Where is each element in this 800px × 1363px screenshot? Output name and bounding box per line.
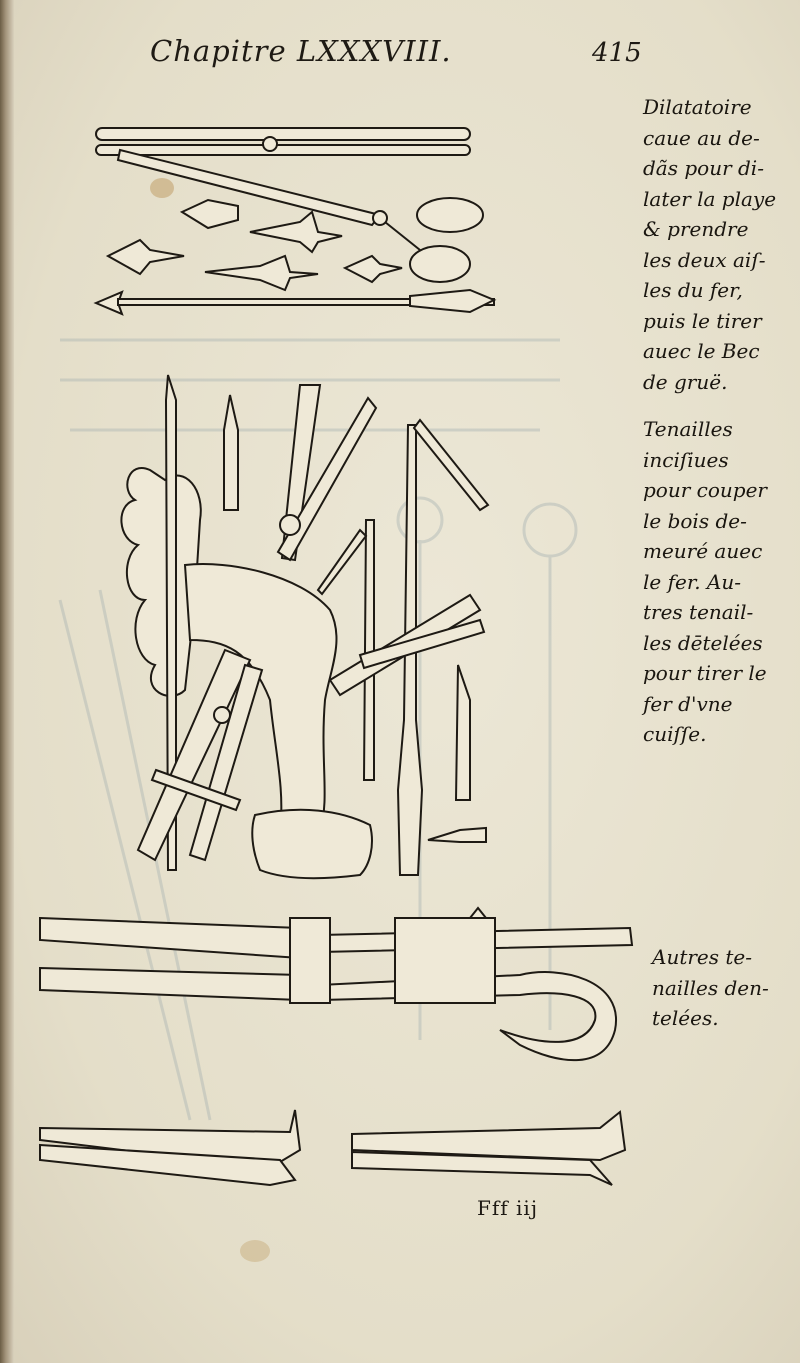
page-number: 415 bbox=[592, 38, 642, 68]
caption-line: pour tirer le bbox=[643, 661, 767, 685]
caption-line: le fer. Au- bbox=[643, 569, 741, 594]
caption-line: & prendre bbox=[643, 217, 749, 241]
caption-line: Autres te- bbox=[652, 945, 753, 969]
caption-line: les deux aiſ- bbox=[643, 247, 766, 272]
caption-line: le bois de- bbox=[643, 508, 747, 533]
caption-dilatatoire bbox=[643, 92, 793, 397]
caption-line: tres tenail- bbox=[643, 600, 754, 624]
caption-line: later la playe bbox=[643, 186, 777, 211]
caption-line: cuiſſe. bbox=[643, 722, 707, 746]
caption-line: caue au de- bbox=[643, 125, 760, 150]
caption-autres-tenailles bbox=[652, 942, 800, 1034]
caption-line: pour couper bbox=[643, 478, 767, 502]
caption-line: telées. bbox=[652, 1006, 719, 1030]
caption-line: Tenailles bbox=[643, 417, 733, 441]
leg-instruments-figure bbox=[121, 375, 488, 878]
caption-line: fer d'vne bbox=[643, 691, 733, 716]
running-head: Chapitre LXXXVIII. bbox=[150, 34, 452, 68]
caption-line: nailles den- bbox=[652, 975, 769, 1000]
dilatatoire-figure bbox=[96, 128, 494, 314]
caption-line: les dētelées bbox=[643, 630, 763, 655]
caption-line: les du fer, bbox=[643, 278, 743, 302]
caption-line: puis le tirer bbox=[643, 308, 762, 333]
caption-line: dãs pour di- bbox=[643, 156, 764, 180]
caption-line: inciſiues bbox=[643, 447, 729, 472]
tenailles-dentelees-figure bbox=[40, 908, 632, 1185]
caption-tenailles bbox=[643, 414, 793, 750]
caption-line: de gruë. bbox=[643, 369, 728, 394]
caption-line: meuré auec bbox=[643, 539, 763, 563]
caption-line: auec le Bec bbox=[643, 339, 760, 363]
signature-mark: Fff iij bbox=[477, 1196, 539, 1220]
caption-line: Dilatatoire bbox=[643, 95, 752, 119]
